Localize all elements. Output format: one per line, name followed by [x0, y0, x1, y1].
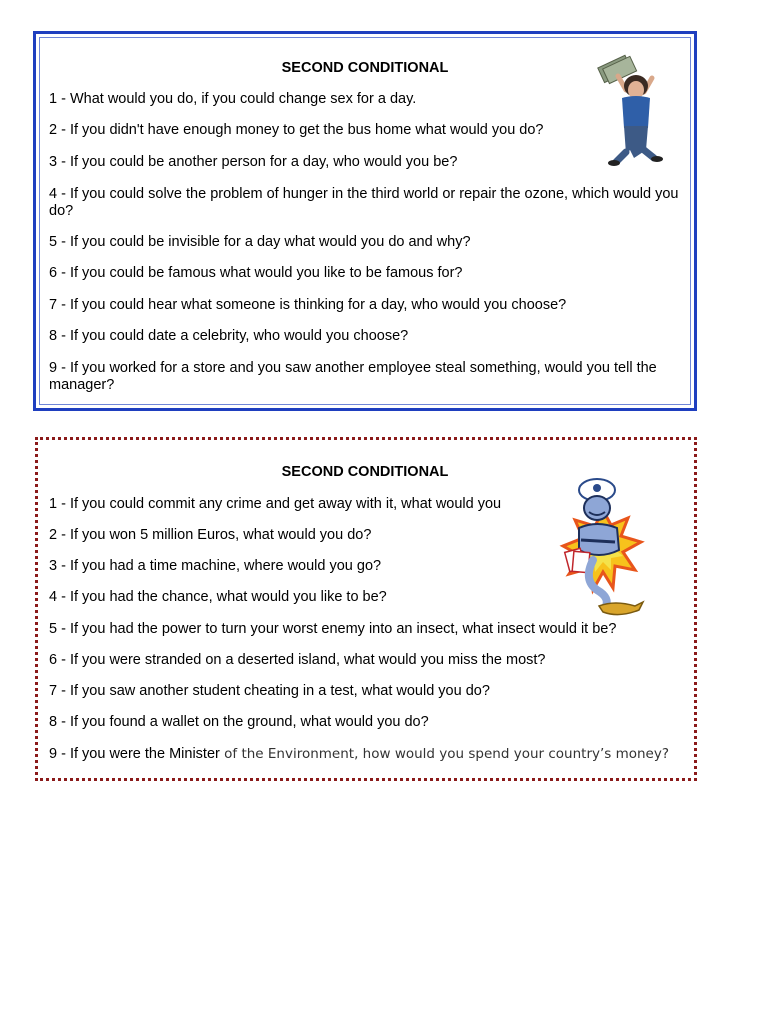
card-2-question-3: 3 - If you had a time machine, where would you go? [49, 558, 382, 574]
card-1-question-3: 3 - If you could be another person for a day, who would you be? [49, 154, 458, 170]
card-1-question-5: 5 - If you could be invisible for a day what would you do and why? [49, 234, 471, 250]
card-2-question-9-end: of the Environment, how would you spend your country’s money? [219, 746, 670, 762]
card-2-title: SECOND CONDITIONAL [281, 464, 449, 480]
card-2-question-4: 4 - If you had the chance, what would you like to be? [49, 589, 387, 605]
card-1-question-2: 2 - If you didn't have enough money to get the bus home what would you do? [49, 122, 544, 138]
card-1-question-4: 4 - If you could solve the problem of hunger in the third world or repair the ozone, which would you do? [49, 186, 679, 219]
card-1-question-6: 6 - If you could be famous what would you like to be famous for? [49, 265, 463, 281]
card-1-question-9: 9 - If you worked for a store and you saw another employee steal something, would you tell the manager? [49, 360, 657, 393]
jumping-man-with-money-icon [582, 54, 688, 166]
card-2-question-5: 5 - If you had the power to turn your worst enemy into an insect, what insect would it be? [49, 621, 617, 637]
card-1-title: SECOND CONDITIONAL [281, 60, 449, 76]
card-2-question-1: 1 - If you could commit any crime and get away with it, what would you [49, 496, 502, 512]
genie-with-lamp-icon [553, 470, 653, 620]
card-1-question-7: 7 - If you could hear what someone is thinking for a day, who would you choose? [49, 297, 567, 313]
card-2-question-2: 2 - If you won 5 million Euros, what would you do? [49, 527, 372, 543]
card-1-question-8: 8 - If you could date a celebrity, who would you choose? [49, 328, 409, 344]
card-2-question-7: 7 - If you saw another student cheating in a test, what would you do? [49, 683, 490, 699]
card-2-question-9-start: 9 - If you were the Minister [49, 746, 220, 762]
card-1-question-1: 1 - What would you do, if you could change sex for a day. [49, 91, 417, 107]
card-2-question-9 [49, 746, 669, 763]
card-2-question-8: 8 - If you found a wallet on the ground, what would you do? [49, 714, 429, 730]
card-2-question-6: 6 - If you were stranded on a deserted island, what would you miss the most? [49, 652, 546, 668]
